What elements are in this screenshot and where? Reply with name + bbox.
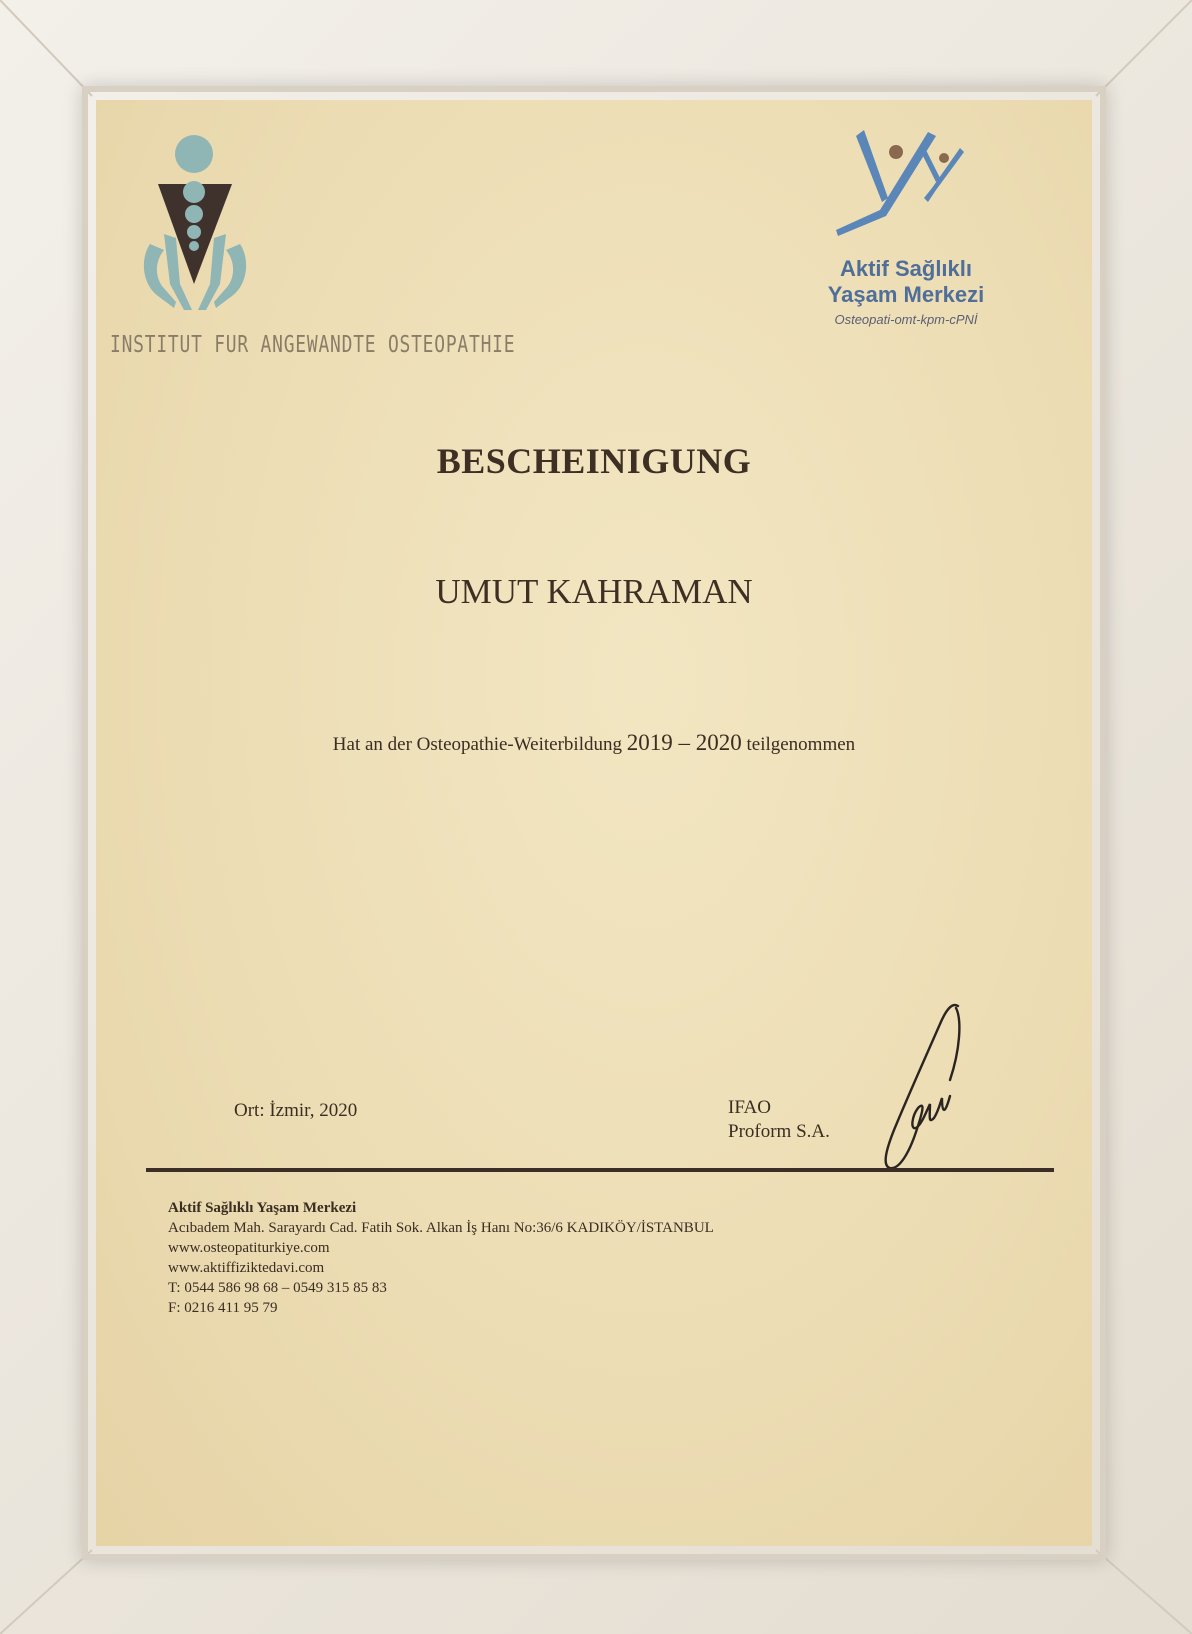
footer-phone: T: 0544 586 98 68 – 0549 315 85 83 <box>168 1280 387 1296</box>
footer-web1: www.osteopatiturkiye.com <box>168 1240 330 1256</box>
footer-title: Aktif Sağlıklı Yaşam Merkezi <box>168 1200 357 1216</box>
signing-organization <box>728 1096 830 1144</box>
org-line1: IFAO <box>728 1097 771 1118</box>
partner-subtitle: Osteopati-omt-kpm-cPNİ <box>834 312 978 327</box>
footer-contact <box>168 1198 714 1318</box>
course-years: 2019 – 2020 <box>626 730 742 755</box>
org-line2: Proform S.A. <box>728 1121 830 1142</box>
handwritten-signature <box>856 1000 966 1170</box>
partner-name-line2: Yaşam Merkezi <box>827 282 985 307</box>
course-suffix: teilgenommen <box>746 734 856 755</box>
recipient-name: UMUT KAHRAMAN <box>435 572 753 611</box>
institute-name: INSTITUT FUR ANGEWANDTE OSTEOPATHIE <box>110 332 516 358</box>
footer-fax: F: 0216 411 95 79 <box>168 1300 278 1316</box>
certificate-paper <box>96 100 1092 1546</box>
footer-web2: www.aktiffiziktedavi.com <box>168 1260 325 1276</box>
course-statement <box>96 730 1092 756</box>
partner-name <box>786 256 1026 308</box>
jumping-figures-logo-icon <box>836 128 976 248</box>
spine-hands-logo-icon <box>136 134 256 324</box>
footer-address: Acıbadem Mah. Sarayardı Cad. Fatih Sok. Alkan İş Hanı No:36/6 KADIKÖY/İSTANBUL <box>168 1220 714 1236</box>
divider-line <box>146 1168 1054 1172</box>
signing-place: Ort: İzmir, 2020 <box>234 1100 358 1121</box>
course-prefix: Hat an der Osteopathie-Weiterbildung <box>332 734 622 755</box>
certificate-title: BESCHEINIGUNG <box>436 441 752 481</box>
partner-name-line1: Aktif Sağlıklı <box>839 256 973 281</box>
